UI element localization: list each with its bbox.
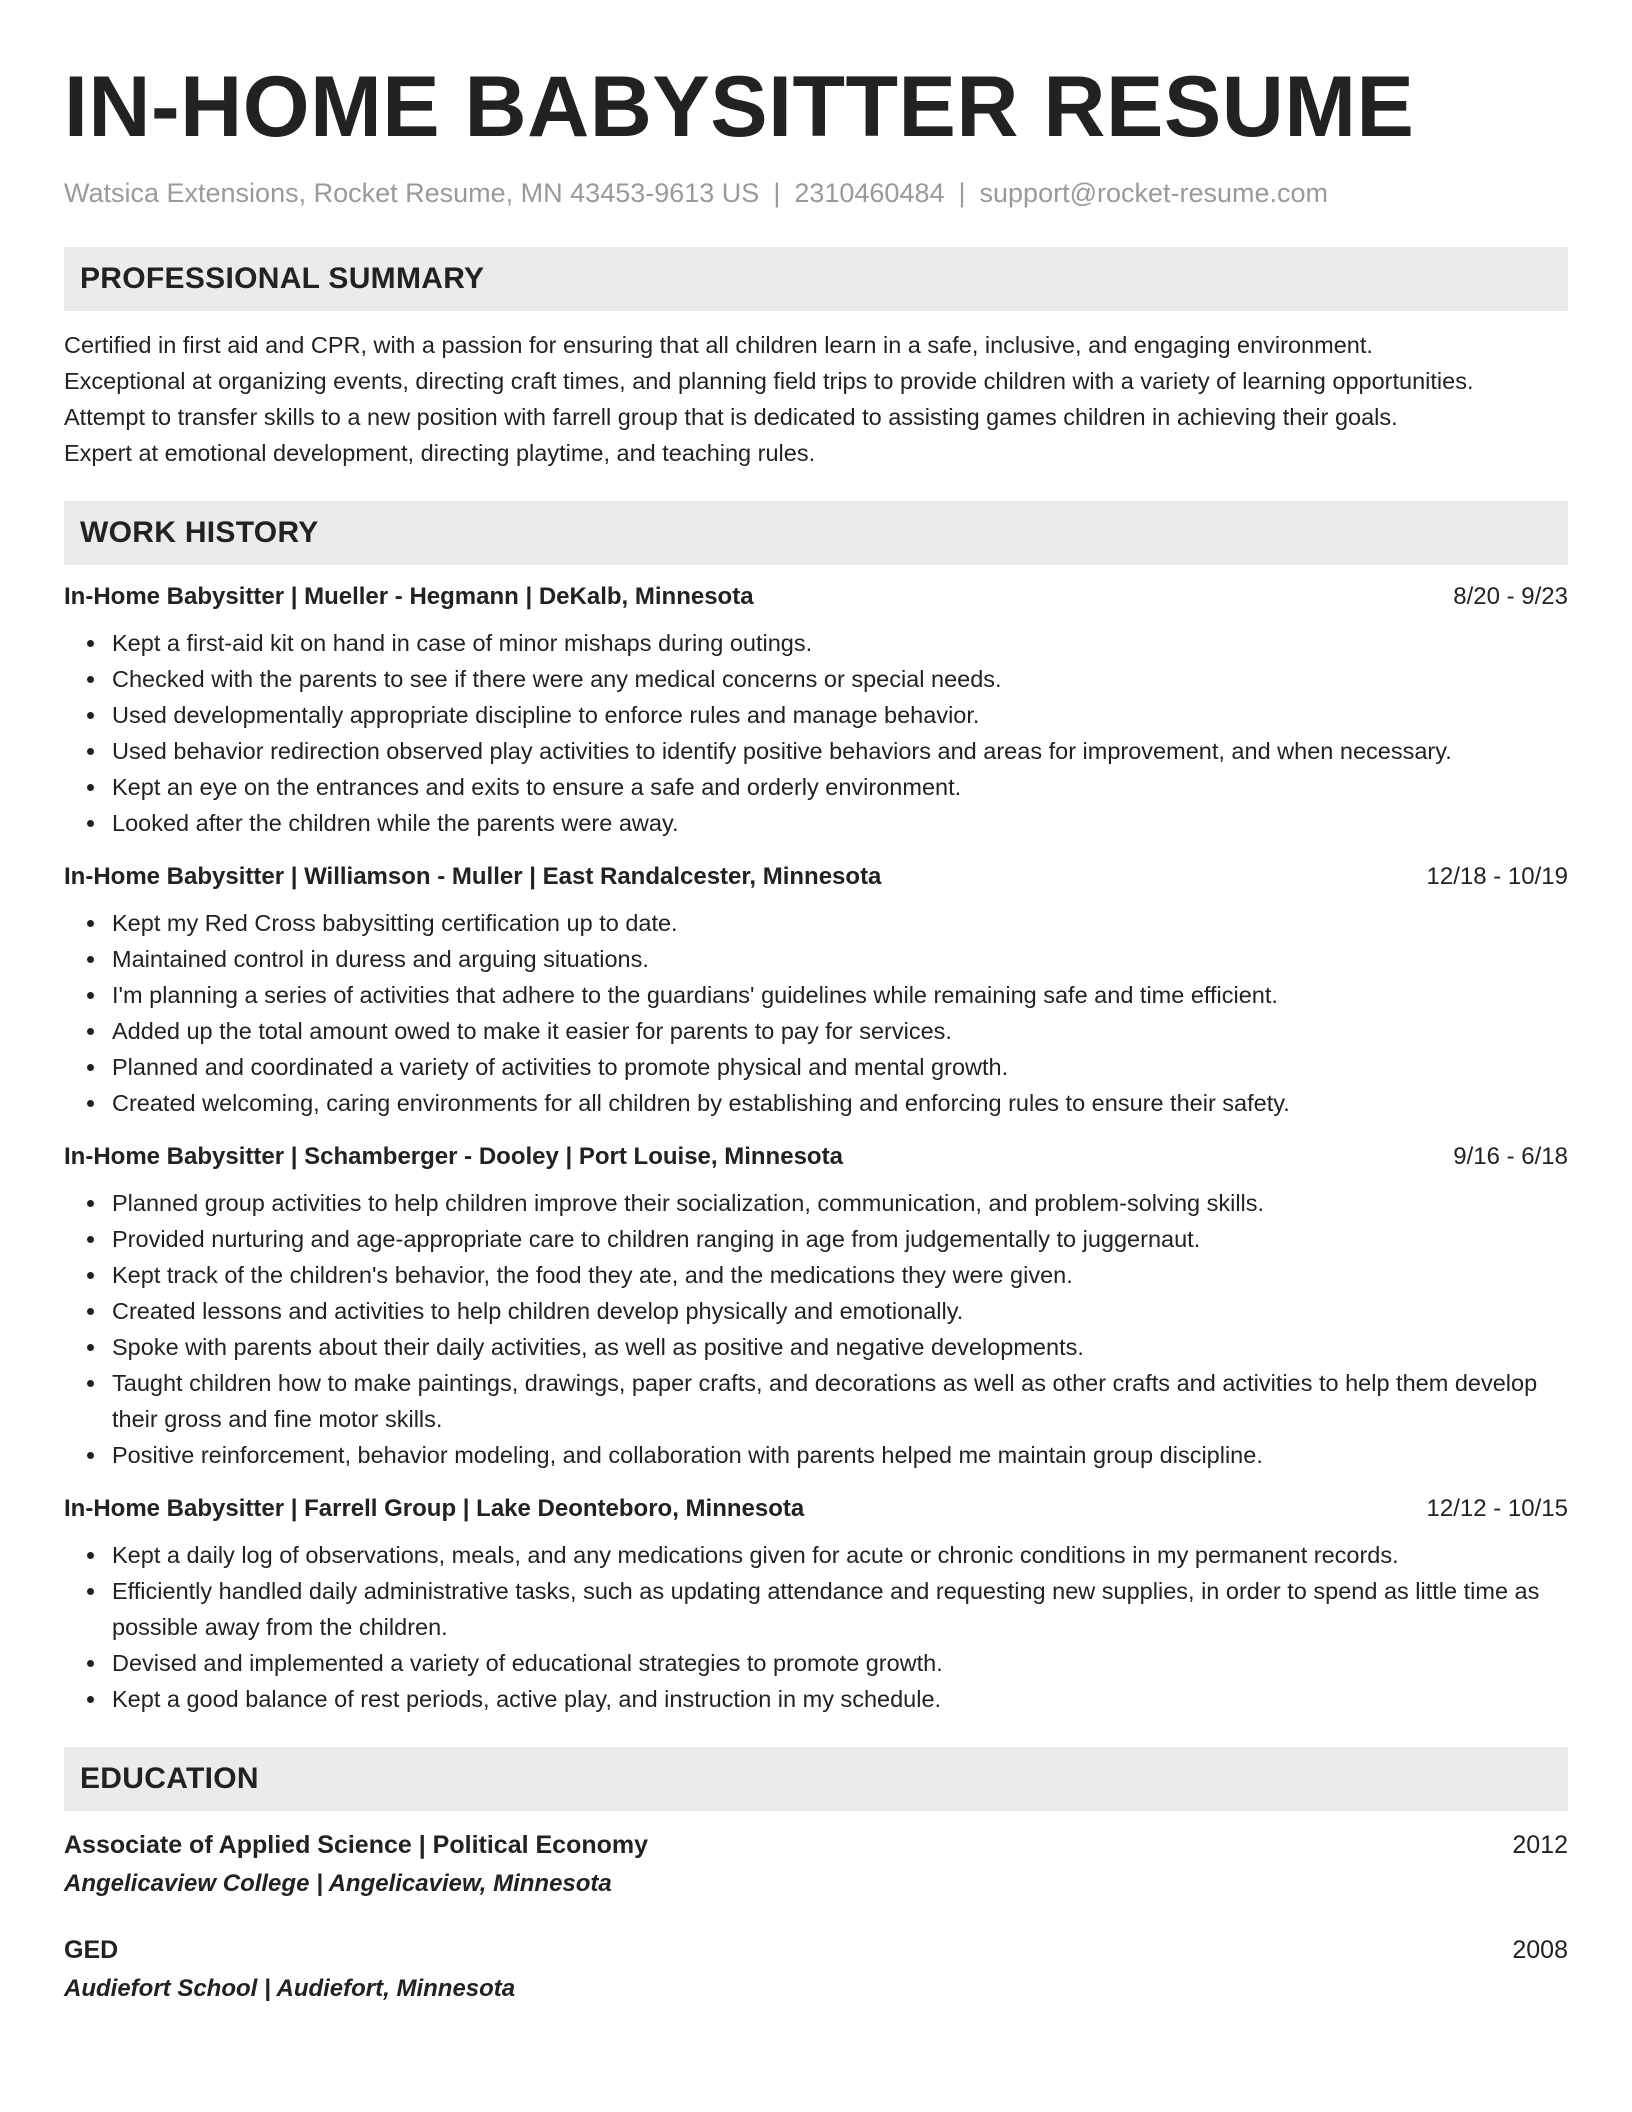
- job-entry: [64, 583, 1568, 841]
- education-header: [64, 1936, 1568, 1965]
- resume-title: IN-HOME BABYSITTER RESUME: [64, 59, 1415, 155]
- contact-email: support@rocket-resume.com: [979, 178, 1329, 208]
- job-entry: [64, 1143, 1568, 1473]
- job-dates: 12/12 - 10/15: [1426, 1495, 1568, 1522]
- job-title: In-Home Babysitter | Williamson - Muller | East Randalcester, Minnesota: [64, 863, 882, 890]
- job-entry: [64, 863, 1568, 1121]
- job-bullet: • Looked after the children while the parents were away.: [108, 805, 1568, 841]
- job-bullet: • Taught children how to make paintings, drawings, paper crafts, and decorations as well as other crafts and activities to help them develop their gross and fine motor skills.: [108, 1365, 1568, 1437]
- contact-separator: |: [773, 178, 781, 208]
- education-entry: [64, 1936, 1568, 2003]
- job-bullet: • Kept an eye on the entrances and exits to ensure a safe and orderly environment.: [108, 769, 1568, 805]
- job-bullet: • Kept track of the children's behavior, the food they ate, and the medications they were given.: [108, 1257, 1568, 1293]
- section-header-summary: PROFESSIONAL SUMMARY: [64, 247, 1568, 311]
- job-bullet: • Maintained control in duress and arguing situations.: [108, 941, 1568, 977]
- job-header: [64, 1495, 1568, 1523]
- education-school: Angelicaview College | Angelicaview, Minnesota: [64, 1870, 612, 1897]
- summary-text: [64, 327, 1568, 471]
- job-bullets: [64, 1185, 1568, 1473]
- contact-separator: |: [958, 178, 966, 208]
- job-bullet: • Kept a first-aid kit on hand in case of minor mishaps during outings.: [108, 625, 1568, 661]
- job-dates: 9/16 - 6/18: [1453, 1143, 1568, 1170]
- job-title: In-Home Babysitter | Mueller - Hegmann | DeKalb, Minnesota: [64, 583, 754, 610]
- job-bullets: [64, 905, 1568, 1121]
- job-bullet: • Planned group activities to help children improve their socialization, communication, and problem-solving skills.: [108, 1185, 1568, 1221]
- job-bullet: • Created welcoming, caring environments for all children by establishing and enforcing rules to ensure their safety.: [108, 1085, 1568, 1121]
- job-bullet: • Kept a daily log of observations, meals, and any medications given for acute or chronic conditions in my permanent records.: [108, 1537, 1568, 1573]
- job-bullet: • Positive reinforcement, behavior modeling, and collaboration with parents helped me maintain group discipline.: [108, 1437, 1568, 1473]
- job-bullet: • Spoke with parents about their daily activities, as well as positive and negative developments.: [108, 1329, 1568, 1365]
- summary-line: Expert at emotional development, directing playtime, and teaching rules.: [64, 440, 816, 466]
- job-bullets: [64, 1537, 1568, 1717]
- contact-phone: 2310460484: [794, 178, 945, 208]
- job-header: [64, 863, 1568, 891]
- job-dates: 8/20 - 9/23: [1453, 583, 1568, 610]
- section-header-education: EDUCATION: [64, 1747, 1568, 1811]
- education-entry: [64, 1831, 1568, 1898]
- job-bullets: [64, 625, 1568, 841]
- job-bullet: • Used developmentally appropriate discipline to enforce rules and manage behavior.: [108, 697, 1568, 733]
- education-header: [64, 1831, 1568, 1860]
- job-bullet: • Added up the total amount owed to make it easier for parents to pay for services.: [108, 1013, 1568, 1049]
- job-title: In-Home Babysitter | Schamberger - Dooley | Port Louise, Minnesota: [64, 1143, 843, 1170]
- job-header: [64, 583, 1568, 611]
- education-year: 2012: [1512, 1831, 1568, 1859]
- contact-address: Watsica Extensions, Rocket Resume, MN 43453-9613 US: [64, 178, 760, 208]
- job-bullet: • Devised and implemented a variety of educational strategies to promote growth.: [108, 1645, 1568, 1681]
- education-year: 2008: [1512, 1936, 1568, 1964]
- job-title: In-Home Babysitter | Farrell Group | Lake Deonteboro, Minnesota: [64, 1495, 805, 1522]
- education-degree: GED: [64, 1936, 119, 1964]
- job-bullet: • Efficiently handled daily administrative tasks, such as updating attendance and requesting new supplies, in order to spend as little time as possible away from the children.: [108, 1573, 1568, 1645]
- summary-line: Attempt to transfer skills to a new position with farrell group that is dedicated to assisting games children in achieving their goals.: [64, 404, 1398, 430]
- job-bullet: • Planned and coordinated a variety of activities to promote physical and mental growth.: [108, 1049, 1568, 1085]
- job-bullet: • I'm planning a series of activities that adhere to the guardians' guidelines while remaining safe and time efficient.: [108, 977, 1568, 1013]
- job-entry: [64, 1495, 1568, 1717]
- section-header-work-history: WORK HISTORY: [64, 501, 1568, 565]
- job-bullet: • Created lessons and activities to help children develop physically and emotionally.: [108, 1293, 1568, 1329]
- job-bullet: • Kept my Red Cross babysitting certification up to date.: [108, 905, 1568, 941]
- education-degree: Associate of Applied Science | Political Economy: [64, 1831, 649, 1859]
- education-school: Audiefort School | Audiefort, Minnesota: [64, 1975, 516, 2002]
- contact-line: [64, 178, 1568, 209]
- job-header: [64, 1143, 1568, 1171]
- job-bullet: • Used behavior redirection observed play activities to identify positive behaviors and areas for improvement, and when necessary.: [108, 733, 1568, 769]
- summary-line: Certified in first aid and CPR, with a passion for ensuring that all children learn in a safe, inclusive, and engaging environment.: [64, 332, 1373, 358]
- job-bullet: • Checked with the parents to see if there were any medical concerns or special needs.: [108, 661, 1568, 697]
- job-bullet: • Provided nurturing and age-appropriate care to children ranging in age from judgementally to juggernaut.: [108, 1221, 1568, 1257]
- job-dates: 12/18 - 10/19: [1426, 863, 1568, 890]
- summary-line: Exceptional at organizing events, directing craft times, and planning field trips to provide children with a variety of learning opportunities.: [64, 368, 1474, 394]
- job-bullet: • Kept a good balance of rest periods, active play, and instruction in my schedule.: [108, 1681, 1568, 1717]
